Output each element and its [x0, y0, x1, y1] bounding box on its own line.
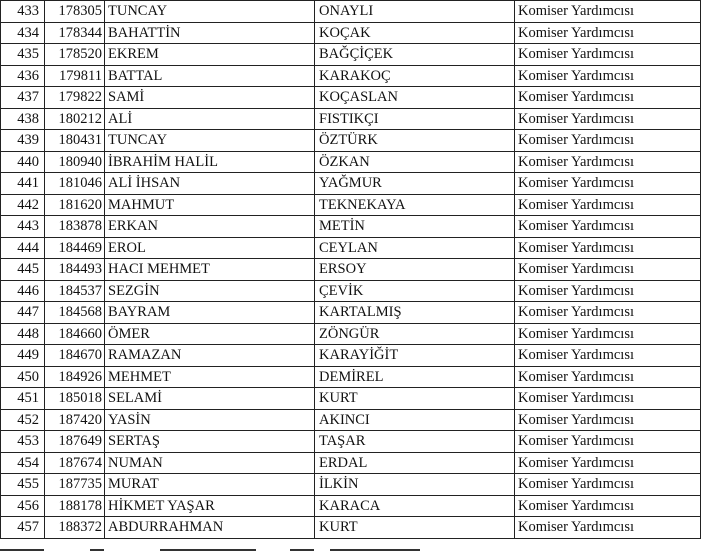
registry-number-cell: 188372 [45, 517, 105, 539]
row-number-cell: 434 [1, 22, 45, 44]
rank-cell: Komiser Yardımcısı [515, 409, 701, 431]
row-number-cell: 441 [1, 173, 45, 195]
rank-cell: Komiser Yardımcısı [515, 151, 701, 173]
row-number-cell: 447 [1, 302, 45, 324]
last-name-cell: KARAYİĞİT [315, 345, 515, 367]
row-number-cell: 454 [1, 452, 45, 474]
registry-number-cell: 184493 [45, 259, 105, 281]
registry-number-cell: 187735 [45, 474, 105, 496]
last-name-cell: ERDAL [315, 452, 515, 474]
last-name-cell: CEYLAN [315, 237, 515, 259]
first-name-cell: ALİ İHSAN [105, 173, 315, 195]
first-name-cell: BAYRAM [105, 302, 315, 324]
table-row [1, 495, 701, 517]
registry-number-cell: 178344 [45, 22, 105, 44]
table-row [1, 366, 701, 388]
row-number-cell: 445 [1, 259, 45, 281]
row-number-cell: 438 [1, 108, 45, 130]
first-name-cell: MAHMUT [105, 194, 315, 216]
rank-cell: Komiser Yardımcısı [515, 65, 701, 87]
first-name-cell: SELAMİ [105, 388, 315, 410]
registry-number-cell: 181046 [45, 173, 105, 195]
registry-number-cell: 184537 [45, 280, 105, 302]
first-name-cell: İBRAHİM HALİL [105, 151, 315, 173]
rank-cell: Komiser Yardımcısı [515, 323, 701, 345]
table-row [1, 216, 701, 238]
last-name-cell: METİN [315, 216, 515, 238]
row-number-cell: 446 [1, 280, 45, 302]
table-row [1, 65, 701, 87]
rank-cell: Komiser Yardımcısı [515, 474, 701, 496]
first-name-cell: HACI MEHMET [105, 259, 315, 281]
row-number-cell: 442 [1, 194, 45, 216]
rank-cell: Komiser Yardımcısı [515, 130, 701, 152]
row-number-cell: 457 [1, 517, 45, 539]
last-name-cell: ERSOY [315, 259, 515, 281]
rank-cell: Komiser Yardımcısı [515, 366, 701, 388]
last-name-cell: DEMİREL [315, 366, 515, 388]
first-name-cell: MURAT [105, 474, 315, 496]
first-name-cell: SERTAŞ [105, 431, 315, 453]
registry-number-cell: 181620 [45, 194, 105, 216]
rank-cell: Komiser Yardımcısı [515, 108, 701, 130]
row-number-cell: 435 [1, 44, 45, 66]
rank-cell: Komiser Yardımcısı [515, 259, 701, 281]
last-name-cell: AKINCI [315, 409, 515, 431]
first-name-cell: TUNCAY [105, 1, 315, 23]
row-number-cell: 450 [1, 366, 45, 388]
first-name-cell: EROL [105, 237, 315, 259]
first-name-cell: RAMAZAN [105, 345, 315, 367]
rank-cell: Komiser Yardımcısı [515, 237, 701, 259]
rank-cell: Komiser Yardımcısı [515, 22, 701, 44]
table-row [1, 280, 701, 302]
table-row [1, 452, 701, 474]
table-row [1, 517, 701, 539]
first-name-cell: ERKAN [105, 216, 315, 238]
first-name-cell: YASİN [105, 409, 315, 431]
last-name-cell: KARTALMIŞ [315, 302, 515, 324]
first-name-cell: HİKMET YAŞAR [105, 495, 315, 517]
last-name-cell: ÖZKAN [315, 151, 515, 173]
table-row [1, 302, 701, 324]
table-row [1, 173, 701, 195]
table-row [1, 474, 701, 496]
rank-cell: Komiser Yardımcısı [515, 1, 701, 23]
last-name-cell: YAĞMUR [315, 173, 515, 195]
registry-number-cell: 184926 [45, 366, 105, 388]
table-row [1, 108, 701, 130]
registry-number-cell: 184670 [45, 345, 105, 367]
rank-cell: Komiser Yardımcısı [515, 87, 701, 109]
table-row [1, 130, 701, 152]
last-name-cell: KURT [315, 388, 515, 410]
first-name-cell: TUNCAY [105, 130, 315, 152]
row-number-cell: 437 [1, 87, 45, 109]
first-name-cell: MEHMET [105, 366, 315, 388]
registry-number-cell: 187674 [45, 452, 105, 474]
rank-cell: Komiser Yardımcısı [515, 280, 701, 302]
rank-cell: Komiser Yardımcısı [515, 388, 701, 410]
last-name-cell: KOÇAK [315, 22, 515, 44]
first-name-cell: BATTAL [105, 65, 315, 87]
registry-number-cell: 178520 [45, 44, 105, 66]
registry-number-cell: 185018 [45, 388, 105, 410]
row-number-cell: 433 [1, 1, 45, 23]
rank-cell: Komiser Yardımcısı [515, 194, 701, 216]
row-number-cell: 440 [1, 151, 45, 173]
row-number-cell: 448 [1, 323, 45, 345]
registry-number-cell: 183878 [45, 216, 105, 238]
table-row [1, 259, 701, 281]
table-row [1, 44, 701, 66]
rank-cell: Komiser Yardımcısı [515, 216, 701, 238]
registry-number-cell: 188178 [45, 495, 105, 517]
last-name-cell: ÇEVİK [315, 280, 515, 302]
row-number-cell: 443 [1, 216, 45, 238]
last-name-cell: İLKİN [315, 474, 515, 496]
registry-number-cell: 184469 [45, 237, 105, 259]
first-name-cell: SAMİ [105, 87, 315, 109]
table-row [1, 345, 701, 367]
registry-number-cell: 180431 [45, 130, 105, 152]
last-name-cell: KARACA [315, 495, 515, 517]
row-number-cell: 453 [1, 431, 45, 453]
last-name-cell: ÖZTÜRK [315, 130, 515, 152]
row-number-cell: 449 [1, 345, 45, 367]
last-name-cell: FISTIKÇI [315, 108, 515, 130]
registry-number-cell: 179822 [45, 87, 105, 109]
rank-cell: Komiser Yardımcısı [515, 345, 701, 367]
first-name-cell: ABDURRAHMAN [105, 517, 315, 539]
table-row [1, 409, 701, 431]
row-number-cell: 439 [1, 130, 45, 152]
registry-number-cell: 180940 [45, 151, 105, 173]
first-name-cell: EKREM [105, 44, 315, 66]
table-row [1, 431, 701, 453]
rank-cell: Komiser Yardımcısı [515, 302, 701, 324]
first-name-cell: ÖMER [105, 323, 315, 345]
table-row [1, 1, 701, 23]
registry-number-cell: 187649 [45, 431, 105, 453]
last-name-cell: BAĞÇİÇEK [315, 44, 515, 66]
registry-number-cell: 178305 [45, 1, 105, 23]
table-row [1, 87, 701, 109]
last-name-cell: TEKNEKAYA [315, 194, 515, 216]
table-row [1, 237, 701, 259]
row-number-cell: 451 [1, 388, 45, 410]
table-row [1, 22, 701, 44]
rank-cell: Komiser Yardımcısı [515, 173, 701, 195]
table-row [1, 151, 701, 173]
table-row [1, 323, 701, 345]
last-name-cell: ZÖNGÜR [315, 323, 515, 345]
first-name-cell: NUMAN [105, 452, 315, 474]
registry-number-cell: 184660 [45, 323, 105, 345]
rank-cell: Komiser Yardımcısı [515, 495, 701, 517]
last-name-cell: KOÇASLAN [315, 87, 515, 109]
registry-number-cell: 187420 [45, 409, 105, 431]
first-name-cell: ALİ [105, 108, 315, 130]
first-name-cell: BAHATTİN [105, 22, 315, 44]
row-number-cell: 452 [1, 409, 45, 431]
last-name-cell: ONAYLI [315, 1, 515, 23]
registry-number-cell: 180212 [45, 108, 105, 130]
rank-cell: Komiser Yardımcısı [515, 517, 701, 539]
registry-number-cell: 179811 [45, 65, 105, 87]
last-name-cell: TAŞAR [315, 431, 515, 453]
rank-cell: Komiser Yardımcısı [515, 431, 701, 453]
row-number-cell: 455 [1, 474, 45, 496]
row-number-cell: 456 [1, 495, 45, 517]
last-name-cell: KARAKOÇ [315, 65, 515, 87]
row-number-cell: 436 [1, 65, 45, 87]
registry-number-cell: 184568 [45, 302, 105, 324]
last-name-cell: KURT [315, 517, 515, 539]
first-name-cell: SEZGİN [105, 280, 315, 302]
row-number-cell: 444 [1, 237, 45, 259]
table-row [1, 388, 701, 410]
table-row [1, 194, 701, 216]
rank-cell: Komiser Yardımcısı [515, 452, 701, 474]
rank-cell: Komiser Yardımcısı [515, 44, 701, 66]
personnel-table-body [1, 1, 701, 539]
